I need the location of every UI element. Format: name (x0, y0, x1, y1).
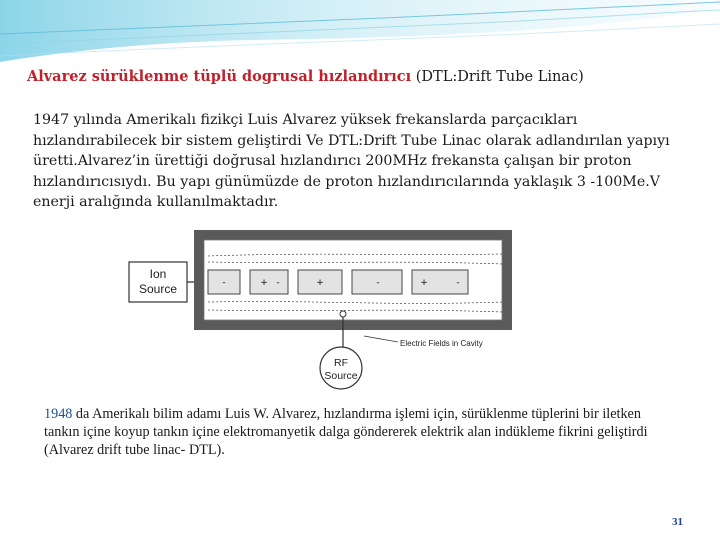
ion-source-label-1: Ion (149, 267, 167, 281)
charge-label: + (316, 278, 324, 288)
rf-coupler (340, 311, 346, 317)
charge-label: - (276, 278, 280, 288)
caption-year: 1948 (44, 406, 73, 422)
caption-body: da Amerikalı bilim adamı Luis W. Alvarez, hızlandırma işlemi için, sürüklenme tüplerini bir iletken tankın içine koyup tankın içine elektromanyetik dalga göndererek elektrik alan indükleme fikrini geliştirdi (Alvarez drift tube linac- DTL). (44, 406, 648, 458)
title-highlight: Alvarez sürüklenme tüplü dogrusal hızlandırıcı (27, 68, 412, 85)
page-number: 31 (672, 516, 683, 528)
dtl-diagram (128, 226, 545, 396)
slide-title (27, 68, 707, 85)
charge-label: - (456, 278, 460, 288)
charge-label: + (260, 278, 268, 288)
charge-label: - (376, 278, 380, 288)
caption-text (44, 405, 674, 459)
rf-source-label-2: Source (324, 370, 358, 382)
header-wave-decoration (0, 0, 720, 70)
charge-label: - (222, 278, 226, 288)
field-label: Electric Fields in Cavity (400, 339, 483, 348)
title-rest: (DTL:Drift Tube Linac) (415, 69, 584, 85)
charge-label: + (420, 278, 428, 288)
field-pointer (364, 336, 398, 342)
ion-source-label-2: Source (138, 282, 178, 296)
body-paragraph: 1947 yılında Amerikalı fizikçi Luis Alvarez yüksek frekanslarda parçacıkları hızlandırabilecek bir sistem geliştirdi Ve DTL:Drift Tube Linac olarak adlandırılan yapıyı üretti.Alvarez’in ürettiği doğrusal hızlandırıcı 200MHz frekansta çalışan bir proton hızlandırıcısıydı. Bu yapı günümüzde de proton hızlandırıcılarında yaklaşık 3 -100Me.V enerji aralığında kullanılmaktadır. (33, 112, 670, 210)
rf-source-label-1: RF (334, 357, 348, 369)
